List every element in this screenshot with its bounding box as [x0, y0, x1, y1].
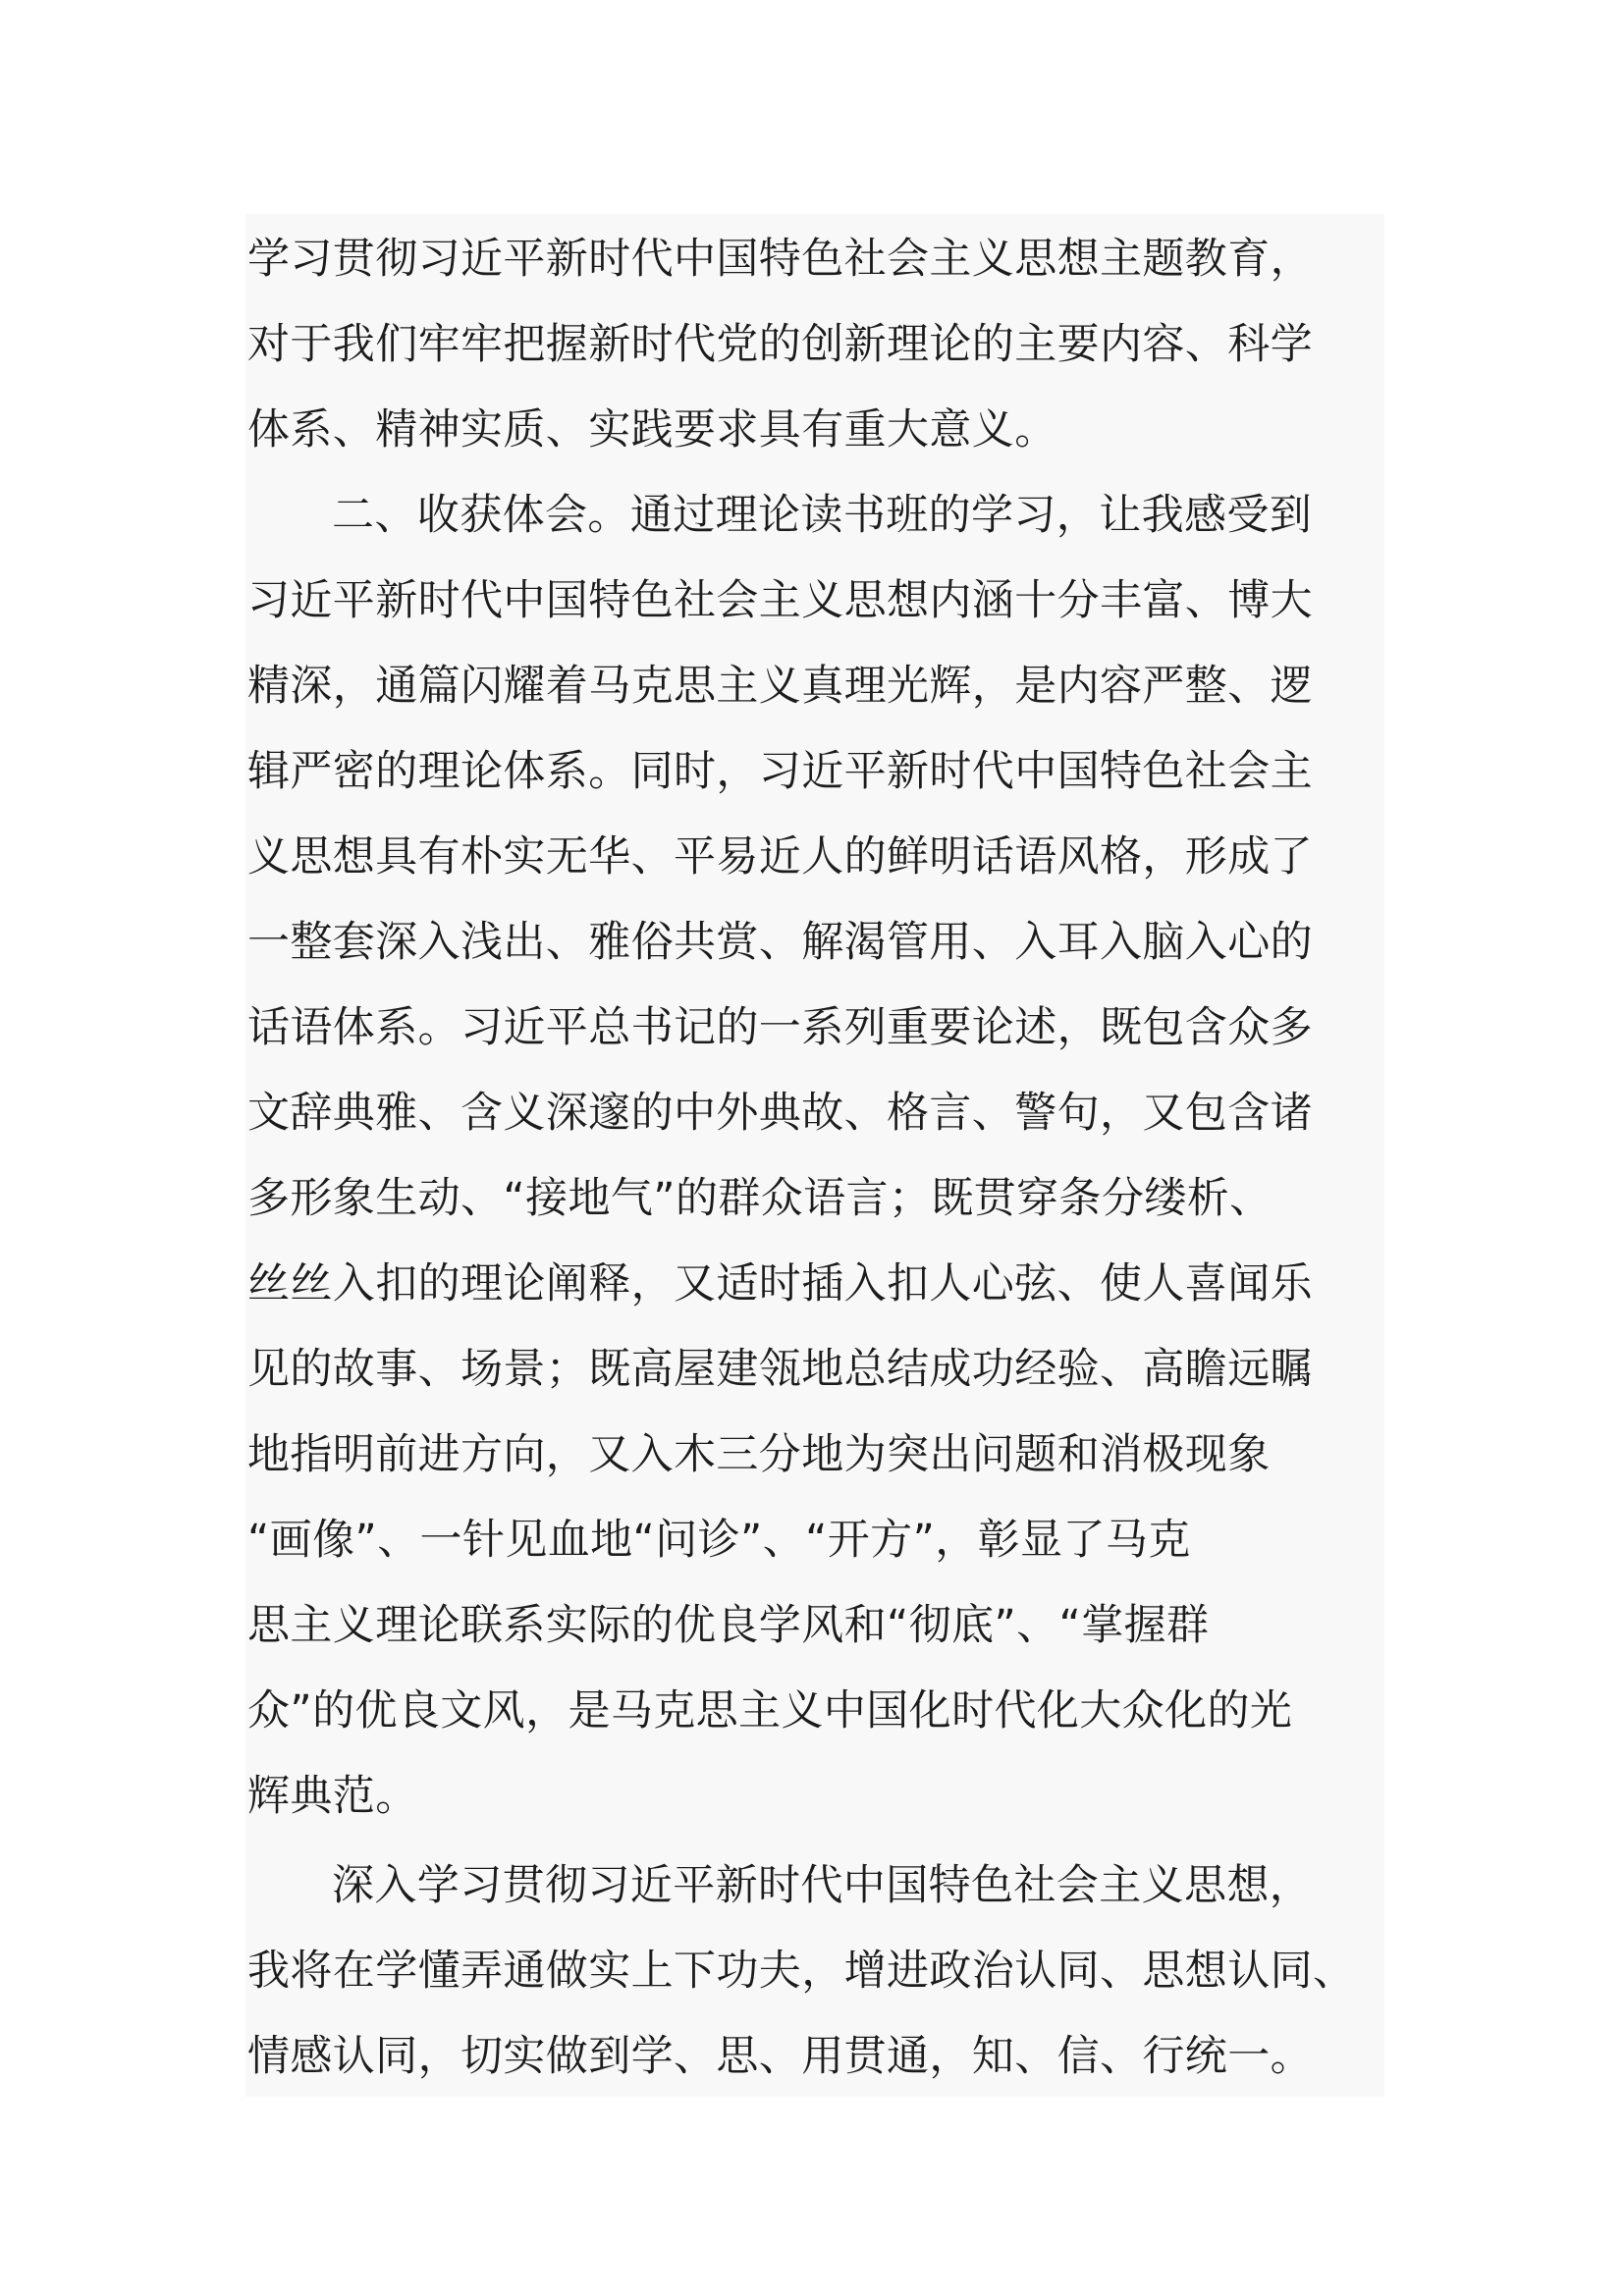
paragraph-2-line-3: 精深，通篇闪耀着马克思主义真理光辉，是内容严整、逻 — [247, 662, 1313, 711]
paragraph-2-line-10: 丝丝入扣的理论阐释，又适时插入扣人心弦、使人喜闻乐 — [247, 1259, 1313, 1308]
paragraph-2-line-6: 一整套深入浅出、雅俗共赏、解渴管用、入耳入脑入心的 — [247, 918, 1313, 967]
section-2-heading-line: 二、收获体会。通过理论读书班的学习，让我感受到 — [332, 491, 1313, 540]
paragraph-1-line-3: 体系、精神实质、实践要求具有重大意义。 — [247, 405, 1057, 454]
paragraph-3-line-3: 情感认同，切实做到学、思、用贯通，知、信、行统一。 — [247, 2032, 1313, 2081]
paragraph-2-line-13: “画像”、一针见血地“问诊”、“开方”，彰显了马克 — [247, 1516, 1191, 1565]
paragraph-2-line-11: 见的故事、场景；既高屋建瓴地总结成功经验、高瞻远瞩 — [247, 1345, 1313, 1394]
paragraph-2-line-14: 思主义理论联系实际的优良学风和“彻底”、“掌握群 — [247, 1601, 1210, 1650]
paragraph-2-line-15: 众”的优良文风，是马克思主义中国化时代化大众化的光 — [247, 1686, 1293, 1735]
paragraph-2-line-12: 地指明前进方向，又入木三分地为突出问题和消极现象 — [247, 1430, 1271, 1479]
paragraph-3-line-2: 我将在学懂弄通做实上下功夫，增进政治认同、思想认同、 — [247, 1947, 1356, 1996]
paragraph-2-line-9: 多形象生动、“接地气”的群众语言；既贯穿条分缕析、 — [247, 1174, 1272, 1223]
paragraph-2-line-2: 习近平新时代中国特色社会主义思想内涵十分丰富、博大 — [247, 576, 1313, 625]
paragraph-2-line-16: 辉典范。 — [247, 1772, 418, 1821]
paragraph-2-line-5: 义思想具有朴实无华、平易近人的鲜明话语风格，形成了 — [247, 832, 1313, 881]
paragraph-3-line-1: 深入学习贯彻习近平新时代中国特色社会主义思想， — [332, 1861, 1313, 1910]
paragraph-2-line-7: 话语体系。习近平总书记的一系列重要论述，既包含众多 — [247, 1003, 1313, 1052]
paragraph-2-line-8: 文辞典雅、含义深邃的中外典故、格言、警句，又包含诸 — [247, 1089, 1313, 1138]
paragraph-1-line-2: 对于我们牢牢把握新时代党的创新理论的主要内容、科学 — [247, 320, 1313, 369]
paragraph-1-line-1: 学习贯彻习近平新时代中国特色社会主义思想主题教育， — [247, 235, 1313, 284]
paragraph-2-line-4: 辑严密的理论体系。同时，习近平新时代中国特色社会主 — [247, 747, 1313, 796]
